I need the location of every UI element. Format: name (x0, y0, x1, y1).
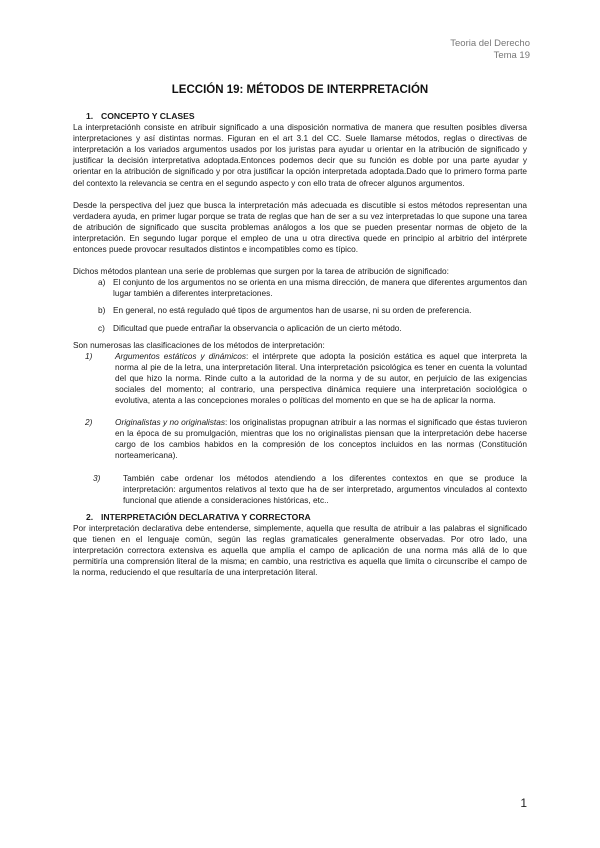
list-item-text: También cabe ordenar los métodos atendiendo a los diferentes contextos en que se produce la interpretación: argumentos relativos al texto que ha de ser interpretado, argumentos vinculados al contexto funcional que atiende a consideraciones históricas, etc.. (123, 472, 527, 505)
list-item-text: Dificultad que puede entrañar la observancia o aplicación de un cierto método. (113, 322, 402, 333)
header-topic: Tema 19 (493, 50, 530, 61)
section-title: CONCEPTO Y CLASES (101, 111, 195, 121)
list-item (73, 417, 527, 461)
section-heading-1 (73, 111, 527, 122)
header-subject: Teoria del Derecho (450, 38, 530, 49)
list-item-label: b) (98, 305, 106, 316)
paragraph: Desde la perspectiva del juez que busca la interpretación más adecuada es discutible si estos métodos representan una verdadera ayuda, en primer lugar porque se trata de reglas que han de ser a su vez interpretadas lo que supone una tarea de atribución de significado que suscita problemas análogos a los que se pueden presentar normas de objeto de la interpretación. En segundo lugar porque el empleo de una u otra directiva quede en principio al arbitrio del intérprete entonces puede provocar resultados distintos e incompatibles como es típico. (73, 199, 527, 255)
list-item (73, 305, 527, 316)
list-item-term: Argumentos estáticos y dinámicos (115, 350, 246, 361)
list-item-label: a) (98, 277, 106, 288)
list-item-term: Originalistas y no originalistas (115, 417, 225, 428)
section-title: INTERPRETACIÓN DECLARATIVA Y CORRECTORA (101, 511, 311, 522)
list-item-text: : el intérprete que adopta la posición estática es aquel que interpreta la norma al pie de la letra, una interpretación literal. Una interpretación psicológica es tener en cuenta la voluntad del que hizo la norma. Rinde culto a la autoridad de la norma y de su autor, en perjuicio de las exigencias sociales del momento; al contrario, una perspectiva dinámica requiere una interpretación sociológica o evolutiva, atenta a las concepciones morales o políticas del momento en que se ha de aplicar la norma. (115, 350, 527, 406)
list-item-label: 1) (85, 350, 93, 361)
list-item (73, 351, 527, 406)
list-item-label: 3) (93, 472, 101, 483)
list-item (73, 277, 527, 299)
section-heading-2 (73, 512, 527, 523)
list-item-text: El conjunto de los argumentos no se orienta en una misma dirección, de manera que diferentes argumentos dan lugar también a diferentes interpretaciones. (113, 277, 527, 299)
list-item-text: En general, no está regulado qué tipos de argumentos han de usarse, ni su orden de preferencia. (113, 305, 472, 316)
list-item-label: 2) (85, 417, 93, 428)
paragraph: La interpretaciónh consiste en atribuir significado a una disposición normativa de manera que resulten posibles diversa interpretaciones y así distintas normas. Figuran en el art 3.1 del CC. Suele llamarse métodos, reglas o directivas de interpretación a los variados argumentos usados por los juristas para ayudar u orientar en la atribución de significado y justificar la decisión interpretativa adoptada.Entonces podemos decir que su función es doble por una parte ayudar y orientar en la atribución de significado y por otra justificar la opción interpretada adoptada.Dado que lo primero forma parte del contexto la relevancia se centra en el segundo aspecto y con ello trata de ofrecer algunos argumentos. (73, 122, 527, 188)
document-body (73, 111, 527, 578)
section-number: 1. (86, 111, 94, 121)
section-number: 2. (86, 511, 94, 522)
page-number: 1 (520, 796, 527, 810)
list-item-text: : los originalistas propugnan atribuir a las normas el significado que éstas tuvieron en la época de su promulgación, mientras que los no originalistas piensan que la interpretación debe hacerse cargo de los cambios habidos en la compresión de los conceptos incluidos en las normas (Constitución norteamericana). (115, 417, 527, 461)
list-item (73, 323, 527, 334)
paragraph: Son numerosas las clasificaciones de los métodos de interpretación: (73, 339, 325, 350)
paragraph: Dichos métodos plantean una serie de problemas que surgen por la tarea de atribución de significado: (73, 266, 449, 277)
paragraph: Por interpretación declarativa debe entenderse, simplemente, aquella que resulta de atribuir a las palabras el significado que tienen en el lenguaje común, según las reglas gramaticales generalmente observadas. Por otro lado, una interpretación correctora extensiva es aquella que amplía el campo de aplicación de una norma más allá de lo que permitiría una comprensión literal de la misma; en cambio, una restrictiva es aquella que limita o circunscribe el campo de la norma, reduciendo el que resultaría de una interpretación literal. (73, 522, 527, 578)
page-title: LECCIÓN 19: MÉTODOS DE INTERPRETACIÓN (171, 84, 429, 96)
list-item-label: c) (98, 322, 105, 333)
page-header (450, 38, 530, 62)
list-item (73, 473, 527, 506)
